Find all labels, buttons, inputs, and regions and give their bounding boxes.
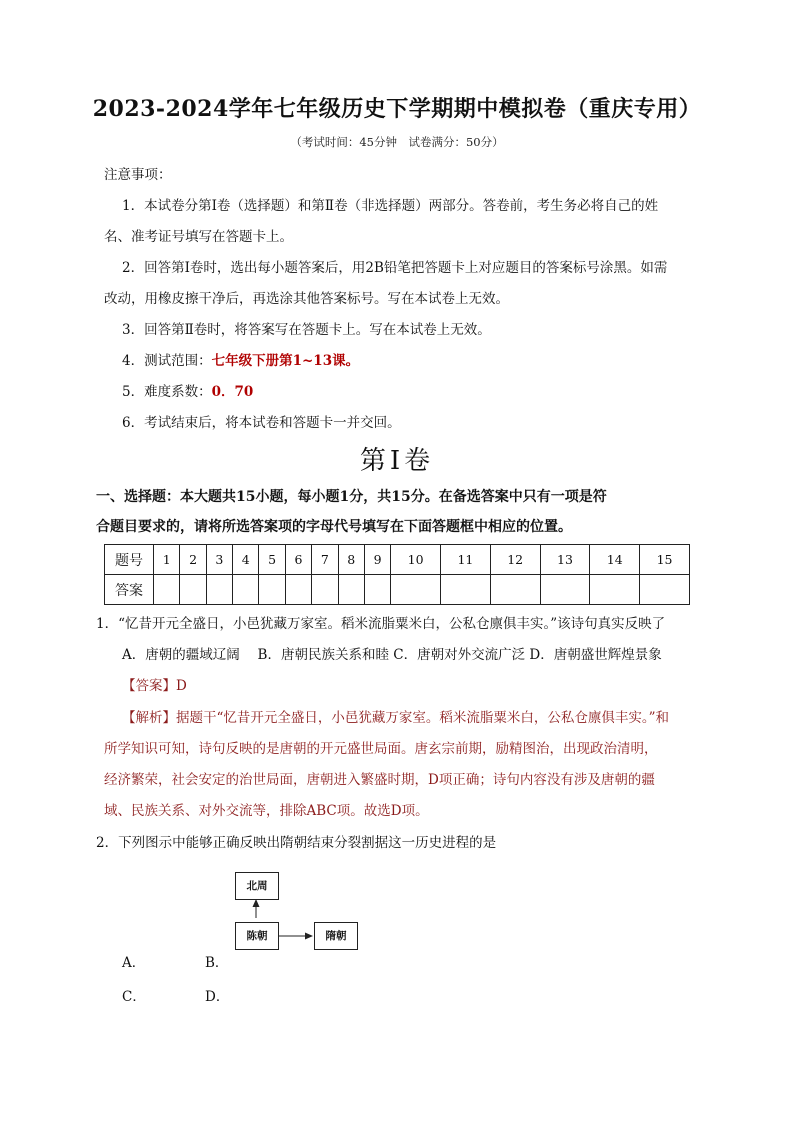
q2-option-a[interactable]: A． — [122, 955, 146, 971]
q1-answer: 【答案】D — [122, 678, 187, 694]
notice-item-1-line2: 名、准考证号填写在答题卡上。 — [104, 229, 293, 245]
answer-cell[interactable] — [590, 575, 640, 605]
q1-analysis-line1: 【解析】据题干“忆昔开元全盛日，小邑犹藏万家室。稻米流脂粟米白，公私仓廪俱丰实。”和 — [122, 710, 670, 726]
answer-cell[interactable] — [490, 575, 540, 605]
question-number-cell: 14 — [590, 545, 640, 575]
q1-analysis-line3: 经济繁荣，社会安定的治世局面，唐朝进入繁盛时期，D项正确；诗句内容没有涉及唐朝的疆 — [104, 772, 655, 788]
q1-analysis-line2: 所学知识可知，诗句反映的是唐朝的开元盛世局面。唐玄宗前期，励精图治，出现政治清明， — [104, 741, 658, 757]
question-number-cell: 9 — [364, 545, 390, 575]
question-number-cell: 5 — [259, 545, 285, 575]
q2-option-c[interactable]: C． — [122, 989, 146, 1005]
answer-cell[interactable] — [391, 575, 441, 605]
answer-cell[interactable] — [206, 575, 232, 605]
q1-stem: 1．“忆昔开元全盛日，小邑犹藏万家室。稻米流脂粟米白，公私仓廪俱丰实。”该诗句真实反映了 — [96, 616, 666, 632]
diagram-box-beizhou: 北周 — [235, 872, 279, 900]
notice-item-6: 6．考试结束后，将本试卷和答题卡一并交回。 — [122, 415, 401, 431]
answer-cell[interactable] — [640, 575, 690, 605]
question-number-cell: 7 — [312, 545, 338, 575]
q2-stem: 2．下列图示中能够正确反映出隋朝结束分裂割据这一历史进程的是 — [96, 835, 497, 851]
question-number-cell: 4 — [233, 545, 259, 575]
notice-item-2-line2: 改动，用橡皮擦干净后，再选涂其他答案标号。写在本试卷上无效。 — [104, 291, 509, 307]
answer-grid — [104, 544, 690, 605]
question-number-cell: 13 — [540, 545, 590, 575]
notice-item-1-line1: 1．本试卷分第Ⅰ卷（选择题）和第Ⅱ卷（非选择题）两部分。答卷前，考生务必将自己的姓 — [122, 198, 659, 214]
question-number-cell: 3 — [206, 545, 232, 575]
page-title: 2023-2024学年七年级历史下学期期中模拟卷（重庆专用） — [92, 96, 702, 122]
notice-item-3: 3．回答第Ⅱ卷时，将答案写在答题卡上。写在本试卷上无效。 — [122, 322, 491, 338]
notice-heading: 注意事项： — [104, 167, 172, 183]
answer-cell[interactable] — [259, 575, 285, 605]
q2-option-b[interactable]: B． — [205, 955, 229, 971]
answer-header: 答案 — [105, 575, 154, 605]
difficulty-value: 0．70 — [211, 384, 254, 400]
exam-meta: （考试时间：45分钟 试卷满分：50分） — [290, 135, 504, 149]
answer-cell[interactable] — [312, 575, 338, 605]
notice-item-4 — [122, 346, 722, 376]
notice-item-5 — [122, 377, 722, 407]
difficulty-label: 5．难度系数： — [122, 384, 212, 400]
question-number-cell: 1 — [154, 545, 180, 575]
answer-cell[interactable] — [233, 575, 259, 605]
q2-option-b-diagram — [233, 872, 363, 954]
answer-cell[interactable] — [540, 575, 590, 605]
answer-cell[interactable] — [338, 575, 364, 605]
answer-cell[interactable] — [285, 575, 311, 605]
answer-cell[interactable] — [154, 575, 180, 605]
section-title: 第Ⅰ卷 — [359, 446, 435, 476]
answer-cell[interactable] — [180, 575, 206, 605]
answer-cell[interactable] — [441, 575, 491, 605]
notice-item-2-line1: 2．回答第Ⅰ卷时，选出每小题答案后，用2B铅笔把答题卡上对应题目的答案标号涂黑。如需 — [122, 260, 668, 276]
question-number-cell: 8 — [338, 545, 364, 575]
question-number-cell: 10 — [391, 545, 441, 575]
question-number-header: 题号 — [105, 545, 154, 575]
answer-cell[interactable] — [364, 575, 390, 605]
q1-options: A．唐朝的疆域辽阔 B．唐朝民族关系和睦 C．唐朝对外交流广泛 D．唐朝盛世辉煌景象 — [122, 647, 662, 663]
diagram-box-suichao: 隋朝 — [314, 922, 358, 950]
question-number-cell: 15 — [640, 545, 690, 575]
section-instruction-line2: 合题目要求的，请将所选答案项的字母代号填写在下面答题框中相应的位置。 — [96, 519, 572, 535]
answer-grid-number-row — [105, 545, 690, 575]
answer-grid-answer-row — [105, 575, 690, 605]
section-instruction-line1: 一、选择题：本大题共15小题，每小题1分，共15分。在备选答案中只有一项是符 — [96, 489, 607, 505]
q2-option-d[interactable]: D． — [205, 989, 230, 1005]
question-number-cell: 2 — [180, 545, 206, 575]
question-number-cell: 12 — [490, 545, 540, 575]
diagram-box-chenchao: 陈朝 — [235, 922, 279, 950]
q1-analysis-line4: 域、民族关系、对外交流等，排除ABC项。故选D项。 — [104, 803, 429, 819]
arrow-right-head — [305, 933, 313, 940]
scope-value: 七年级下册第1~13课。 — [211, 353, 360, 369]
scope-label: 4．测试范围： — [122, 353, 212, 369]
arrow-up-head — [253, 899, 260, 907]
question-number-cell: 6 — [285, 545, 311, 575]
question-number-cell: 11 — [441, 545, 491, 575]
